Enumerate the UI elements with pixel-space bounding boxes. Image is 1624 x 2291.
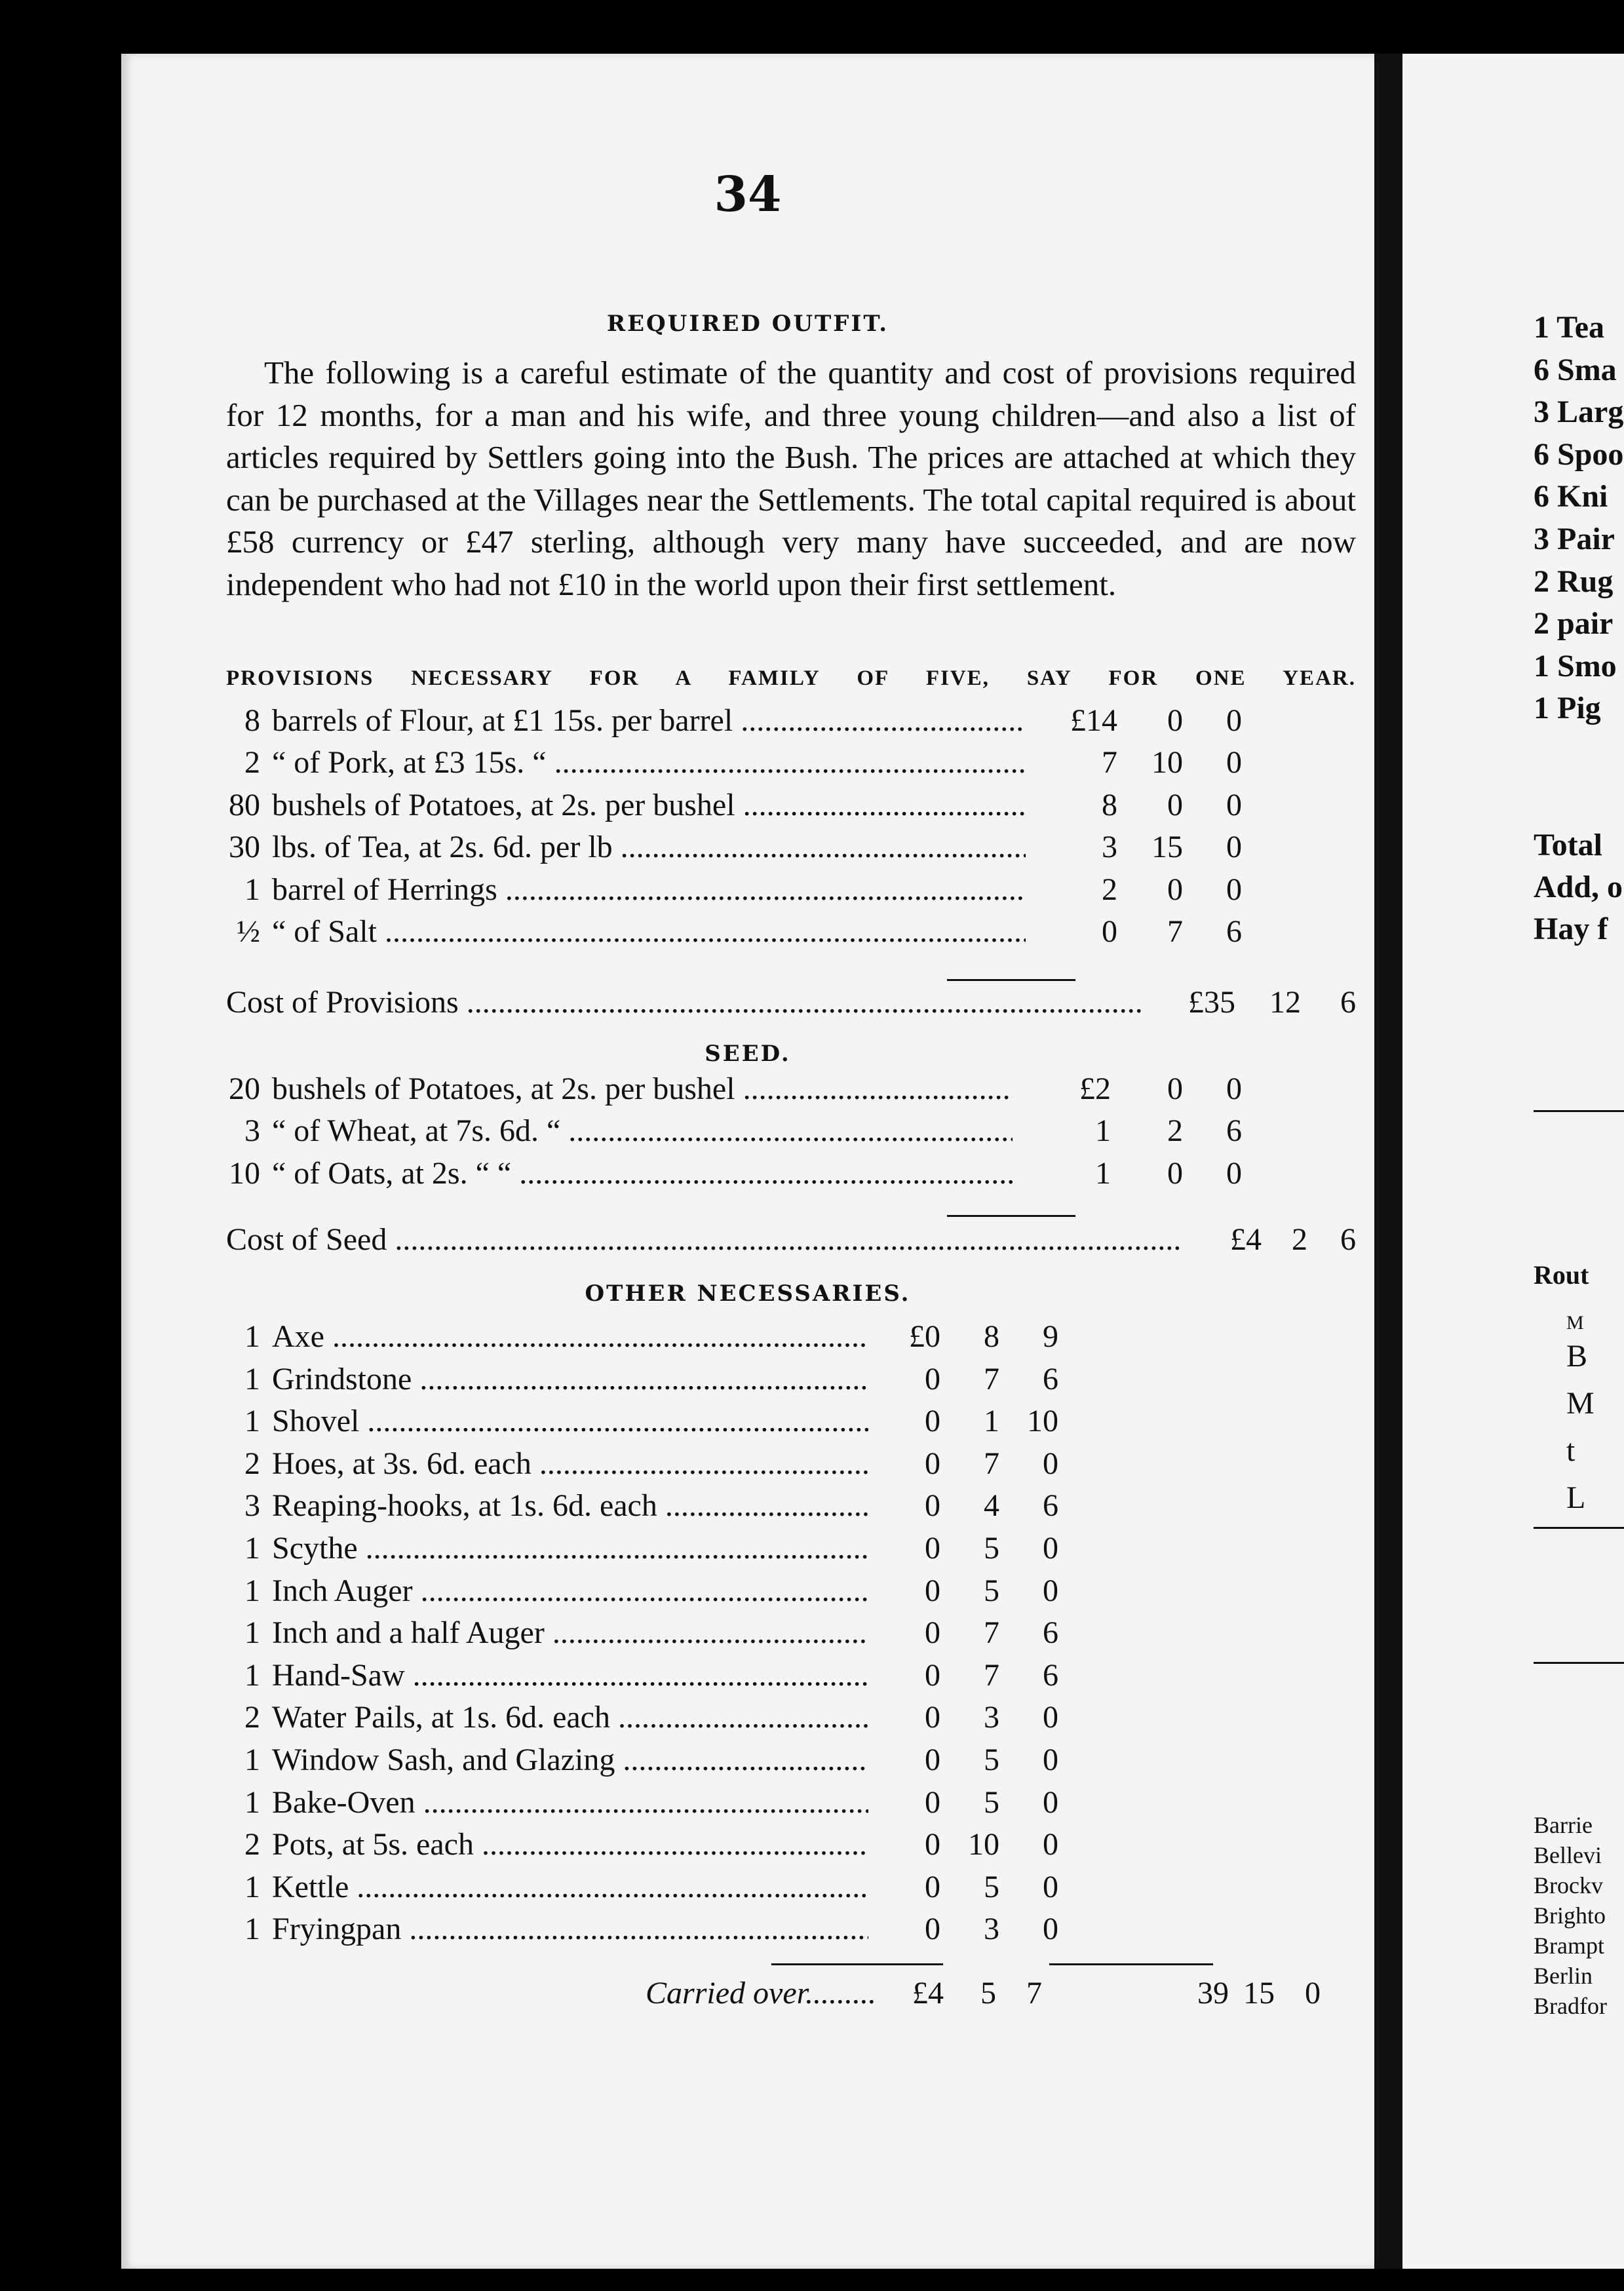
other-item-shillings: 7 (984, 1361, 999, 1396)
seed-item-description (226, 1155, 1013, 1191)
seed-item-quantity: 20 (229, 1071, 260, 1106)
provision-item-quantity: 30 (229, 830, 260, 865)
other-item-pence: 6 (1043, 1488, 1058, 1524)
provision-item-pence: 0 (1226, 703, 1242, 738)
other-item-quantity: 2 (244, 1827, 260, 1862)
seed-item-pence: 0 (1226, 1155, 1242, 1191)
provision-item-shillings: 0 (1167, 703, 1183, 738)
provisions-total-pounds: £35 (1188, 985, 1235, 1020)
other-item-pounds: 0 (925, 1869, 940, 1904)
right-page-list-item: 3 Pair (1534, 522, 1615, 556)
right-page-list-item: 1 Smo (1534, 648, 1617, 683)
page-number: 34 (714, 166, 782, 223)
other-item-pence: 9 (1043, 1319, 1058, 1354)
other-item-text: Scythe (272, 1531, 358, 1566)
other-item-description (226, 1699, 868, 1735)
other-item-row (226, 1657, 1356, 1699)
other-item-pounds: 0 (925, 1531, 940, 1566)
carried-over-grand-pounds: 39 (1197, 1976, 1229, 2011)
right-page-route-letter: B (1566, 1339, 1588, 1374)
right-page-rule-1 (1534, 1110, 1624, 1112)
other-item-pounds: 0 (925, 1827, 940, 1862)
provisions-total-row (226, 984, 1356, 1026)
provisions-total-pence: 6 (1340, 985, 1356, 1020)
other-item-pence: 0 (1043, 1700, 1058, 1735)
provision-item-description (226, 829, 1026, 865)
other-item-text: Inch Auger (272, 1573, 413, 1608)
carried-over-other-pence: 7 (1026, 1976, 1042, 2011)
other-item-pence: 0 (1043, 1869, 1058, 1904)
other-item-pence: 0 (1043, 1912, 1058, 1947)
other-item-quantity: 1 (244, 1784, 260, 1820)
other-item-pence: 6 (1043, 1657, 1058, 1693)
other-item-quantity: 1 (244, 1869, 260, 1904)
other-item-row (226, 1488, 1356, 1530)
left-page (121, 54, 1374, 2269)
provision-item-quantity: 2 (244, 745, 260, 780)
provision-item-description (226, 872, 1026, 908)
provision-item-quantity: 80 (229, 787, 260, 822)
seed-total-shillings: 2 (1292, 1222, 1307, 1257)
provision-item-pence: 0 (1226, 787, 1242, 822)
provision-item-shillings: 0 (1167, 872, 1183, 907)
other-item-quantity: 1 (244, 1573, 260, 1608)
provisions-total-label: Cost of Provisions ..... (226, 984, 1144, 1020)
other-item-row (226, 1573, 1356, 1615)
provision-item-row (226, 914, 1356, 955)
provision-item-description (226, 914, 1026, 950)
seed-item-text: “ of Wheat, at 7s. 6d. “ (272, 1113, 561, 1149)
provision-item-text: “ of Salt (272, 914, 377, 949)
provision-item-row (226, 872, 1356, 914)
other-item-quantity: 1 (244, 1742, 260, 1777)
other-subtotal-rule (771, 1963, 943, 1965)
other-item-shillings: 7 (984, 1446, 999, 1481)
provision-item-text: barrel of Herrings (272, 872, 497, 907)
right-page-list-item: 2 Rug (1534, 564, 1614, 599)
other-item-pounds: 0 (925, 1784, 940, 1820)
other-item-description (226, 1615, 868, 1651)
other-item-pounds: 0 (925, 1404, 940, 1439)
right-page-route-letter: t (1566, 1433, 1576, 1468)
right-page-list-item: 6 Sma (1534, 352, 1617, 387)
provision-item-pounds: 7 (1102, 745, 1117, 780)
provision-item-pounds: 0 (1102, 914, 1117, 949)
right-page-route-letter: M (1566, 1386, 1595, 1421)
other-item-pounds: 0 (925, 1361, 940, 1396)
provision-item-shillings: 15 (1151, 830, 1183, 865)
provision-item-shillings: 0 (1167, 787, 1183, 822)
provisions-title: PROVISIONS NECESSARY FOR A FAMILY OF FIVE, SAY FOR ONE YEAR. (226, 666, 1356, 690)
other-item-shillings: 5 (984, 1784, 999, 1820)
provision-item-pence: 0 (1226, 745, 1242, 780)
provision-item-pence: 0 (1226, 830, 1242, 865)
other-item-pounds: 0 (925, 1912, 940, 1947)
other-item-description (226, 1784, 868, 1820)
provision-item-pence: 0 (1226, 872, 1242, 907)
other-item-shillings: 5 (984, 1531, 999, 1566)
other-item-description (226, 1869, 868, 1905)
seed-item-description (226, 1113, 1013, 1149)
other-item-pence: 0 (1043, 1827, 1058, 1862)
other-item-quantity: 1 (244, 1615, 260, 1651)
seed-item-quantity: 3 (244, 1113, 260, 1149)
provision-item-text: “ of Pork, at £3 15s. “ (272, 745, 547, 780)
other-item-pounds: 0 (925, 1700, 940, 1735)
other-item-row (226, 1446, 1356, 1488)
right-page-route-heading: Rout (1534, 1260, 1589, 1290)
seed-item-pence: 0 (1226, 1071, 1242, 1106)
other-item-description (226, 1742, 868, 1778)
other-item-row (226, 1403, 1356, 1445)
right-page-town: Bradfor (1534, 1993, 1607, 2019)
seed-item-row (226, 1155, 1356, 1197)
other-item-quantity: 1 (244, 1404, 260, 1439)
right-page-town: Berlin (1534, 1963, 1593, 1989)
other-item-pounds: £0 (909, 1319, 940, 1354)
provisions-subtotal-rule (947, 979, 1075, 981)
provision-item-row (226, 829, 1356, 871)
right-page-rule-3 (1534, 1662, 1624, 1664)
other-item-shillings: 8 (984, 1319, 999, 1354)
other-item-text: Hoes, at 3s. 6d. each (272, 1446, 532, 1481)
other-item-description (226, 1573, 868, 1609)
other-item-text: Grindstone (272, 1361, 412, 1396)
other-item-pence: 6 (1043, 1361, 1058, 1396)
seed-total-label: Cost of Seed ..... (226, 1222, 1183, 1258)
provision-item-pounds: 2 (1102, 872, 1117, 907)
right-page-town: Brighto (1534, 1902, 1606, 1929)
other-item-row (226, 1615, 1356, 1657)
provision-item-description (226, 787, 1026, 823)
seed-item-pence: 6 (1226, 1113, 1242, 1149)
right-page-list-item: 1 Tea (1534, 310, 1605, 345)
other-item-text: Kettle (272, 1869, 349, 1904)
seed-item-description (226, 1071, 1013, 1107)
seed-item-text: bushels of Potatoes, at 2s. per bushel (272, 1071, 735, 1106)
other-item-text: Bake-Oven (272, 1784, 416, 1820)
right-page-total-line: Total (1534, 828, 1602, 862)
provision-item-row (226, 787, 1356, 829)
provision-item-row (226, 744, 1356, 786)
right-page-route-letter: M (1566, 1312, 1584, 1334)
other-item-description (226, 1403, 868, 1439)
provision-item-quantity: 1 (244, 872, 260, 907)
seed-item-shillings: 2 (1167, 1113, 1183, 1149)
other-item-shillings: 5 (984, 1869, 999, 1904)
other-item-row (226, 1530, 1356, 1572)
right-page-route-letter: L (1566, 1480, 1586, 1515)
other-item-row (226, 1869, 1356, 1911)
seed-item-row (226, 1071, 1356, 1113)
seed-total-pounds: £4 (1230, 1222, 1262, 1257)
right-page-list-item: 3 Larg (1534, 395, 1624, 430)
other-item-text: Hand-Saw (272, 1657, 405, 1693)
other-item-quantity: 1 (244, 1319, 260, 1354)
other-item-row (226, 1361, 1356, 1403)
other-item-shillings: 7 (984, 1615, 999, 1651)
other-item-row (226, 1911, 1356, 1953)
right-page-fragment (1402, 54, 1624, 2269)
other-item-pence: 0 (1043, 1742, 1058, 1777)
other-item-text: Inch and a half Auger (272, 1615, 545, 1651)
other-item-pence: 0 (1043, 1573, 1058, 1608)
other-item-description (226, 1911, 868, 1947)
provision-item-row (226, 703, 1356, 744)
carried-over-row (226, 1975, 1356, 2017)
other-item-pence: 10 (1027, 1404, 1058, 1439)
provision-item-pounds: £14 (1070, 703, 1117, 738)
other-item-description (226, 1488, 868, 1524)
provisions-total-shillings: 12 (1269, 985, 1301, 1020)
seed-title: SEED. (705, 1041, 791, 1067)
right-page-town: Brampt (1534, 1933, 1604, 1959)
other-item-quantity: 3 (244, 1488, 260, 1524)
seed-item-quantity: 10 (229, 1155, 260, 1191)
other-item-pence: 0 (1043, 1446, 1058, 1481)
right-page-town: Bellevi (1534, 1842, 1602, 1868)
provision-item-quantity: 8 (244, 703, 260, 738)
other-item-quantity: 1 (244, 1361, 260, 1396)
carried-over-grand-shillings: 15 (1243, 1976, 1275, 2011)
other-item-row (226, 1742, 1356, 1784)
seed-item-shillings: 0 (1167, 1071, 1183, 1106)
provision-item-description (226, 703, 1026, 739)
other-item-row (226, 1319, 1356, 1360)
other-item-description (226, 1319, 868, 1355)
other-item-row (226, 1699, 1356, 1741)
seed-item-pounds: 1 (1095, 1155, 1111, 1191)
provision-item-text: lbs. of Tea, at 2s. 6d. per lb (272, 830, 613, 865)
provision-item-shillings: 7 (1167, 914, 1183, 949)
right-page-rule-2 (1534, 1527, 1624, 1529)
seed-item-text: “ of Oats, at 2s. “ “ (272, 1155, 512, 1191)
other-item-quantity: 2 (244, 1446, 260, 1481)
other-item-text: Pots, at 5s. each (272, 1827, 474, 1862)
provision-item-shillings: 10 (1151, 745, 1183, 780)
other-item-shillings: 3 (984, 1700, 999, 1735)
other-item-description (226, 1657, 868, 1693)
other-item-description (226, 1361, 868, 1397)
right-page-list-item: 1 Pig (1534, 691, 1601, 726)
other-item-text: Fryingpan (272, 1912, 402, 1947)
intro-paragraph: The following is a careful estimate of the quantity and cost of provisions required for 12 months, for a man and his wife, and three young children—and also a list of articles required by Settlers going into the Bush. The prices are attached at which they can be purchased at the Villages near the Settlements. The total capital required is about £58 currency or £47 sterling, although very many have succeeded, and are now independent who had not £10 in the world upon their first settlement. (226, 355, 1356, 602)
other-item-pounds: 0 (925, 1488, 940, 1524)
other-item-shillings: 4 (984, 1488, 999, 1524)
seed-item-row (226, 1113, 1356, 1155)
seed-item-shillings: 0 (1167, 1155, 1183, 1191)
other-item-row (226, 1826, 1356, 1868)
section-heading-required-outfit: REQUIRED OUTFIT. (606, 311, 889, 337)
other-item-text: Window Sash, and Glazing (272, 1742, 615, 1777)
page-gutter (1374, 54, 1402, 2269)
other-item-description (226, 1446, 868, 1482)
other-item-pounds: 0 (925, 1446, 940, 1481)
right-page-town: Barrie (1534, 1812, 1593, 1838)
other-item-pounds: 0 (925, 1742, 940, 1777)
right-page-total-line: Add, o (1534, 870, 1623, 904)
other-item-quantity: 1 (244, 1657, 260, 1693)
other-item-quantity: 1 (244, 1912, 260, 1947)
provision-item-pounds: 8 (1102, 787, 1117, 822)
seed-total-row (226, 1222, 1356, 1263)
other-item-shillings: 3 (984, 1912, 999, 1947)
right-page-list-item: 2 pair (1534, 606, 1614, 642)
right-page-list-item: 6 Spoo (1534, 436, 1624, 472)
other-item-shillings: 10 (968, 1827, 999, 1862)
other-item-pounds: 0 (925, 1657, 940, 1693)
provision-item-text: barrels of Flour, at £1 15s. per barrel (272, 703, 733, 738)
carried-over-other-shillings: 5 (980, 1976, 996, 2011)
provision-item-text: bushels of Potatoes, at 2s. per bushel (272, 787, 735, 822)
seed-item-pounds: £2 (1079, 1071, 1111, 1106)
provision-item-quantity: ½ (237, 914, 260, 949)
other-item-pounds: 0 (925, 1615, 940, 1651)
carried-over-other-pounds: £4 (912, 1976, 944, 2011)
other-item-shillings: 1 (984, 1404, 999, 1439)
seed-item-pounds: 1 (1095, 1113, 1111, 1149)
other-item-text: Reaping-hooks, at 1s. 6d. each (272, 1488, 657, 1524)
other-item-text: Axe (272, 1319, 324, 1354)
other-item-shillings: 5 (984, 1742, 999, 1777)
other-necessaries-title: OTHER NECESSARIES. (585, 1280, 911, 1307)
other-item-pence: 0 (1043, 1531, 1058, 1566)
other-item-pence: 0 (1043, 1784, 1058, 1820)
right-page-list-item: 6 Kni (1534, 479, 1608, 514)
other-item-pence: 6 (1043, 1615, 1058, 1651)
other-item-description (226, 1826, 868, 1862)
right-page-total-line: Hay f (1534, 912, 1608, 946)
other-item-text: Shovel (272, 1404, 360, 1439)
other-item-shillings: 5 (984, 1573, 999, 1608)
right-page-town: Brockv (1534, 1872, 1603, 1898)
other-item-pounds: 0 (925, 1573, 940, 1608)
provision-item-pence: 6 (1226, 914, 1242, 949)
carried-over-grand-pence: 0 (1305, 1976, 1321, 2011)
seed-total-pence: 6 (1340, 1222, 1356, 1257)
grand-subtotal-rule (1049, 1963, 1213, 1965)
other-item-description (226, 1530, 868, 1566)
other-item-shillings: 7 (984, 1657, 999, 1693)
carried-over-label: Carried over......... (646, 1976, 876, 2011)
other-item-quantity: 1 (244, 1531, 260, 1566)
provision-item-pounds: 3 (1102, 830, 1117, 865)
provision-item-description (226, 744, 1026, 780)
other-item-quantity: 2 (244, 1700, 260, 1735)
other-item-row (226, 1784, 1356, 1826)
seed-subtotal-rule (947, 1215, 1075, 1217)
other-item-text: Water Pails, at 1s. 6d. each (272, 1700, 610, 1735)
